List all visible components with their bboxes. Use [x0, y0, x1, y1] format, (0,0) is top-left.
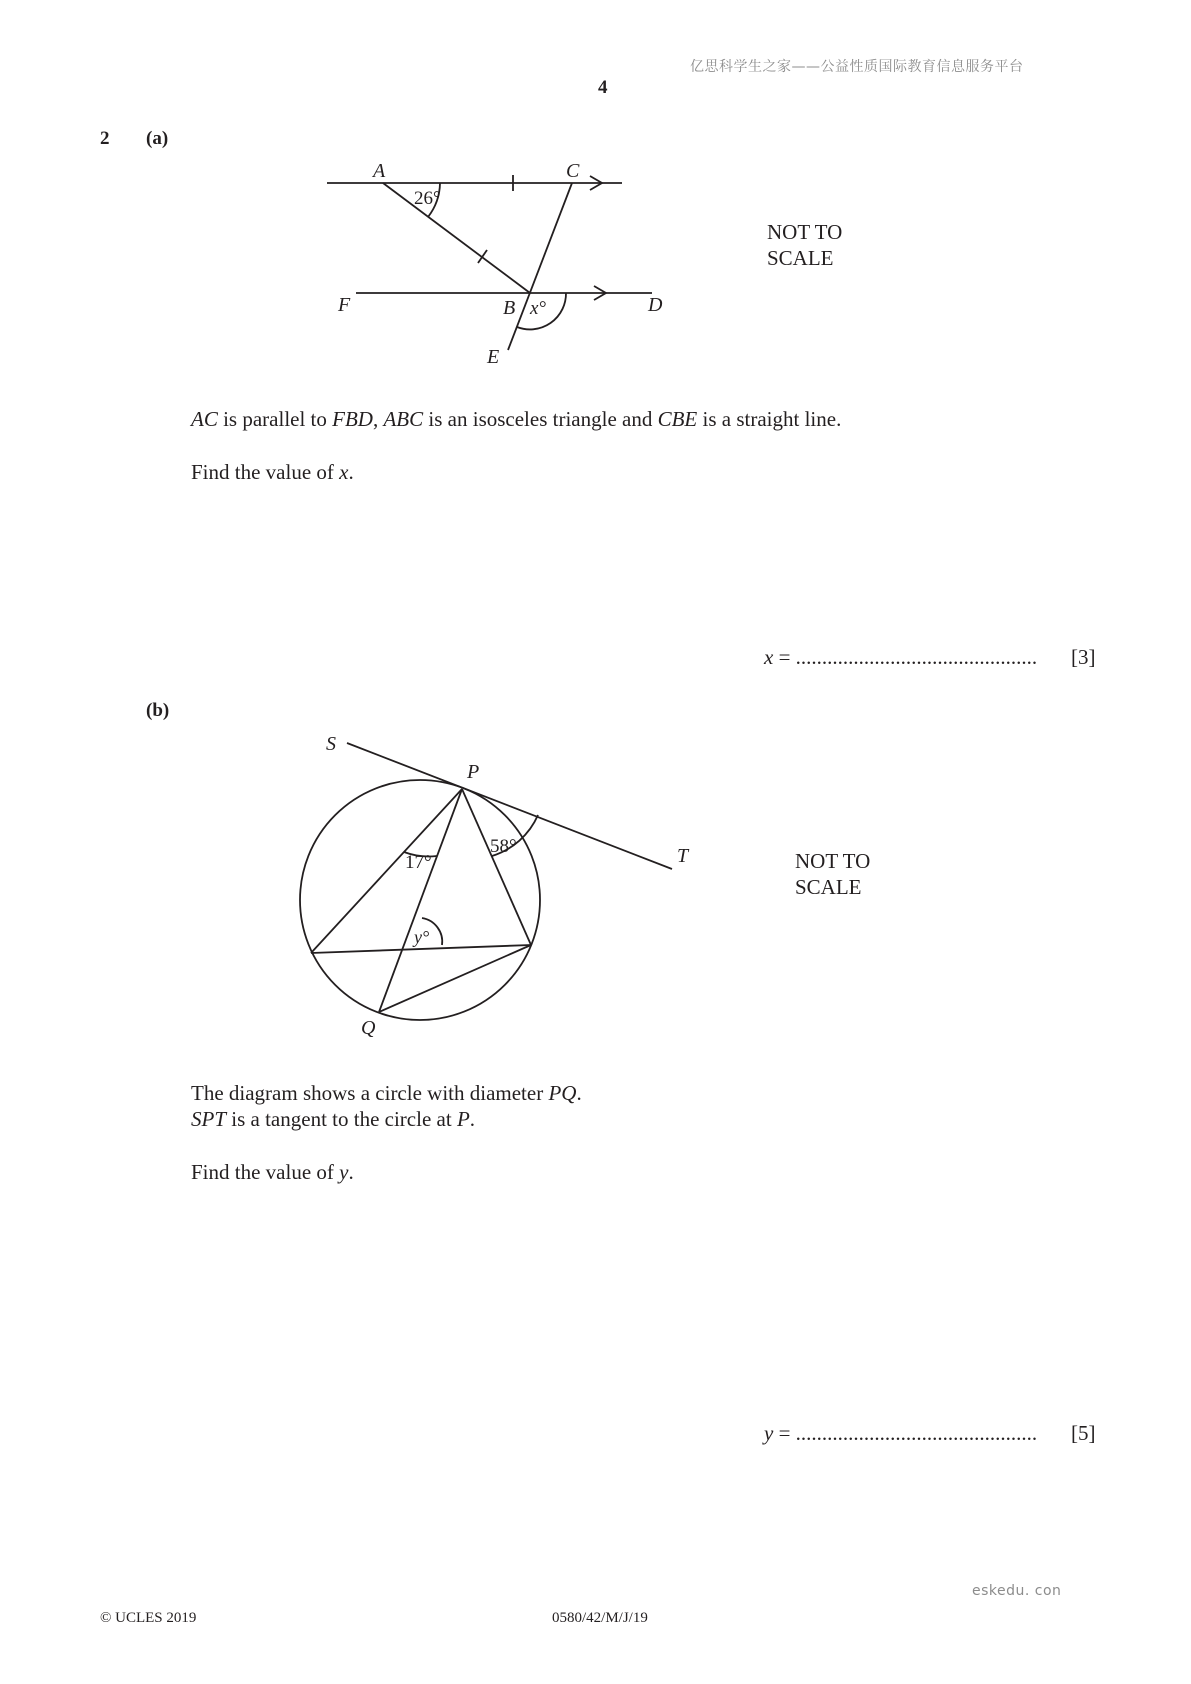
footer-copyright: © UCLES 2019 — [100, 1610, 197, 1626]
line-cbe — [508, 183, 572, 350]
diagram-b — [0, 700, 1191, 1060]
point-c-label: C — [566, 160, 580, 182]
chord-q-right — [379, 945, 531, 1012]
statement-a: AC is parallel to FBD, ABC is an isosceles triangle and CBE is a straight line. — [191, 407, 842, 431]
instruction-a: Find the value of x. — [191, 460, 354, 484]
tick-ab — [478, 250, 487, 263]
answer-line-b[interactable]: y = .............................................. — [764, 1421, 1038, 1445]
angle-y-label: y° — [414, 927, 430, 947]
angle-58-label: 58° — [490, 836, 517, 857]
chord-p-right — [462, 789, 531, 945]
point-q-label: Q — [361, 1017, 376, 1039]
point-f-label: F — [338, 294, 351, 316]
statement-b-line1: The diagram shows a circle with diameter PQ. — [191, 1081, 582, 1105]
point-s-label: S — [326, 733, 336, 755]
question-number: 2 — [100, 128, 110, 149]
site-watermark: eskedu. con — [972, 1583, 1062, 1599]
diagram-a — [0, 0, 1191, 420]
point-t-label: T — [677, 845, 689, 867]
point-e-label: E — [487, 346, 500, 368]
diameter-pq — [379, 789, 462, 1012]
marks-b: [5] — [1071, 1421, 1096, 1445]
footer-code: 0580/42/M/J/19 — [552, 1610, 648, 1626]
answer-line-a[interactable]: x = .............................................. — [764, 645, 1038, 669]
line-ab — [383, 183, 530, 293]
point-b-label: B — [503, 297, 516, 319]
page-number: 4 — [598, 77, 608, 98]
not-to-scale-a: NOT TO SCALE — [767, 220, 843, 270]
angle-17-label: 17° — [405, 852, 432, 873]
answer-dots-a[interactable]: .............................................. — [795, 645, 1038, 669]
part-a-label: (a) — [146, 128, 169, 149]
not-to-scale-b: NOT TO SCALE — [795, 849, 871, 899]
part-b-label: (b) — [146, 700, 170, 721]
point-p-label: P — [467, 761, 480, 783]
answer-dots-b[interactable]: .............................................. — [795, 1421, 1038, 1445]
angle-x-label: x° — [530, 298, 547, 319]
angle-26-label: 26° — [414, 188, 441, 209]
instruction-b: Find the value of y. — [191, 1160, 354, 1184]
watermark-text: 亿思科学生之家——公益性质国际教育信息服务平台 — [690, 59, 1024, 75]
point-a-label: A — [373, 160, 386, 182]
statement-b-line2: SPT is a tangent to the circle at P. — [191, 1107, 476, 1131]
chord-p-left — [311, 789, 462, 953]
point-d-label: D — [648, 294, 663, 316]
marks-a: [3] — [1071, 645, 1096, 669]
